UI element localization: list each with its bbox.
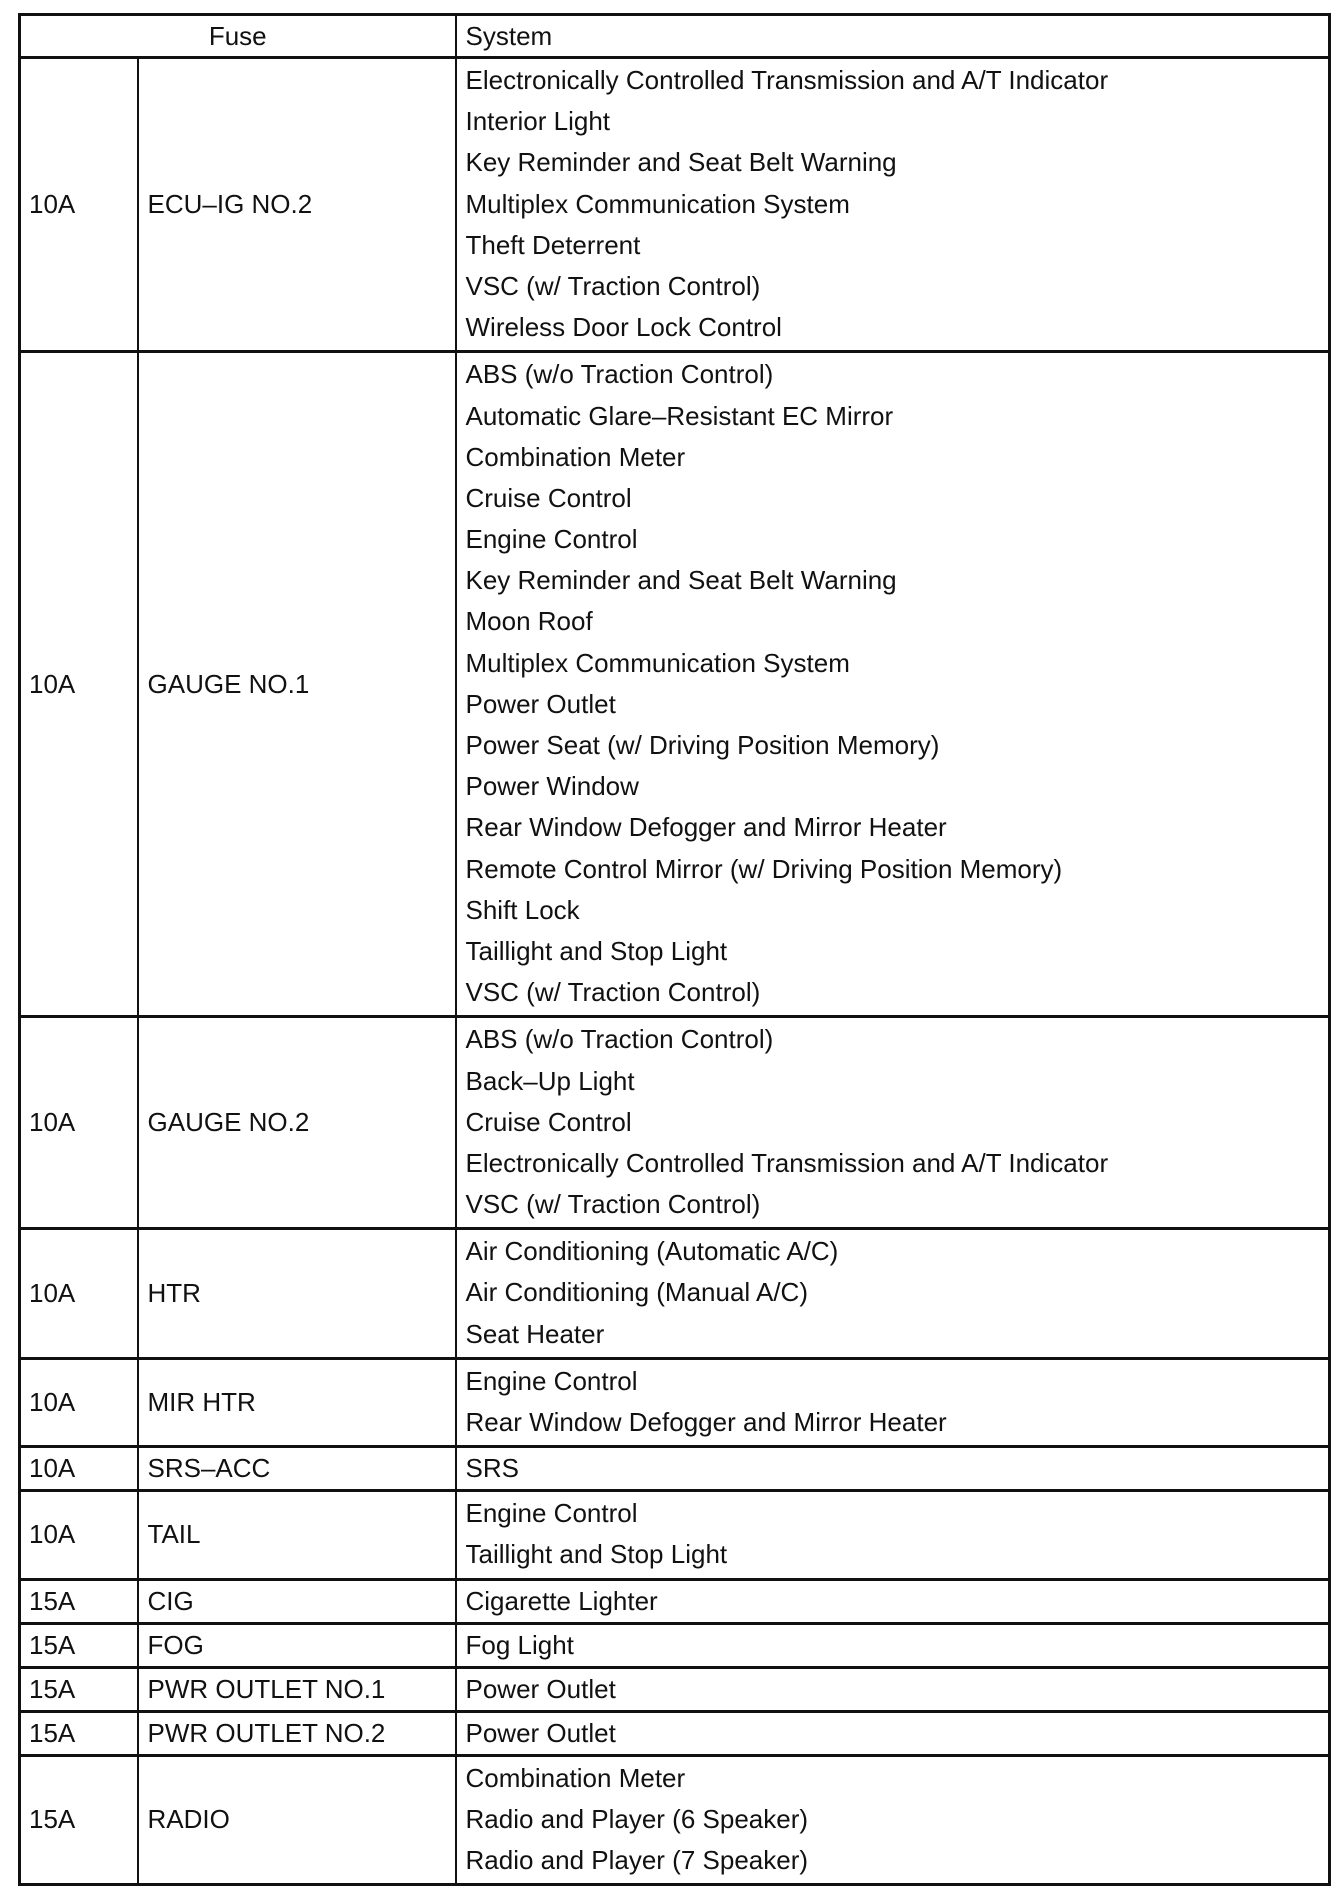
- system-item: Back–Up Light: [465, 1065, 635, 1096]
- fuse-name: PWR OUTLET NO.2: [138, 1711, 456, 1755]
- fuse-amperage: 10A: [20, 352, 138, 1017]
- fuse-name: RADIO: [138, 1755, 456, 1885]
- fuse-table-body: [20, 58, 1330, 1885]
- table-row: [20, 1229, 1330, 1359]
- system-item: Power Seat (w/ Driving Position Memory): [465, 730, 940, 760]
- fuse-name: HTR: [138, 1229, 456, 1359]
- table-row: [20, 1579, 1330, 1623]
- system-item: Taillight and Stop Light: [465, 1539, 728, 1570]
- system-item: Cruise Control: [465, 482, 632, 513]
- table-row: [20, 1623, 1330, 1667]
- fuse-header: Fuse: [20, 15, 456, 58]
- table-row: [20, 1755, 1330, 1885]
- system-list: [456, 1667, 1330, 1711]
- system-item: Electronically Controlled Transmission and A/T Indicator: [465, 1147, 1109, 1178]
- system-list: [456, 1711, 1330, 1755]
- system-list: [456, 58, 1330, 352]
- system-list: [456, 1491, 1330, 1579]
- system-item: ABS (w/o Traction Control): [465, 359, 774, 390]
- system-item: Wireless Door Lock Control: [465, 312, 782, 343]
- fuse-name: TAIL: [138, 1491, 456, 1579]
- system-item: Power Outlet: [465, 1717, 616, 1748]
- system-item: VSC (w/ Traction Control): [465, 977, 761, 1008]
- system-list: [456, 1017, 1330, 1229]
- system-item: Interior Light: [465, 106, 611, 137]
- system-item: Shift Lock: [465, 894, 580, 925]
- fuse-name: GAUGE NO.2: [138, 1017, 456, 1229]
- system-item: Rear Window Defogger and Mirror Heater: [465, 812, 947, 843]
- table-row: [20, 58, 1330, 352]
- fuse-name: SRS–ACC: [138, 1447, 456, 1491]
- table-row: [20, 1017, 1330, 1229]
- system-item: Cruise Control: [465, 1106, 632, 1137]
- system-list: [456, 1229, 1330, 1359]
- fuse-amperage: 10A: [20, 1017, 138, 1229]
- system-header: System: [456, 15, 1330, 58]
- fuse-name: ECU–IG NO.2: [138, 58, 456, 352]
- fuse-amperage: 10A: [20, 1229, 138, 1359]
- system-list: [456, 352, 1330, 1017]
- system-item: Multiplex Communication System: [465, 647, 850, 678]
- system-item: Engine Control: [465, 524, 638, 555]
- fuse-amperage: 10A: [20, 58, 138, 352]
- fuse-amperage: 15A: [20, 1667, 138, 1711]
- fuse-name: FOG: [138, 1623, 456, 1667]
- fuse-amperage: 10A: [20, 1447, 138, 1491]
- system-item: Radio and Player (7 Speaker): [465, 1844, 809, 1875]
- system-item: Combination Meter: [465, 1762, 686, 1793]
- system-item: Radio and Player (6 Speaker): [465, 1803, 809, 1834]
- fuse-name: PWR OUTLET NO.1: [138, 1667, 456, 1711]
- system-item: Air Conditioning (Manual A/C): [465, 1277, 808, 1308]
- fuse-amperage: 10A: [20, 1358, 138, 1446]
- system-item: Power Outlet: [465, 688, 616, 719]
- table-row: [20, 1491, 1330, 1579]
- system-item: Combination Meter: [465, 441, 686, 472]
- system-item: Cigarette Lighter: [465, 1585, 658, 1616]
- system-list: [456, 1447, 1330, 1491]
- system-list: [456, 1755, 1330, 1885]
- system-item: Power Window: [465, 771, 639, 802]
- fuse-amperage: 15A: [20, 1711, 138, 1755]
- table-row: [20, 1711, 1330, 1755]
- fuse-table: [18, 13, 1331, 1886]
- fuse-amperage: 15A: [20, 1755, 138, 1885]
- fuse-name: GAUGE NO.1: [138, 352, 456, 1017]
- system-list: [456, 1358, 1330, 1446]
- header-row: [20, 15, 1330, 58]
- system-item: VSC (w/ Traction Control): [465, 1189, 761, 1220]
- system-list: [456, 1623, 1330, 1667]
- system-item: Fog Light: [465, 1629, 574, 1660]
- table-row: [20, 1358, 1330, 1446]
- system-item: Power Outlet: [465, 1673, 616, 1704]
- system-item: Engine Control: [465, 1365, 638, 1396]
- system-item: Engine Control: [465, 1498, 638, 1529]
- system-list: [456, 1579, 1330, 1623]
- system-item: Automatic Glare–Resistant EC Mirror: [465, 400, 894, 431]
- system-item: Seat Heater: [465, 1318, 605, 1349]
- system-item: Remote Control Mirror (w/ Driving Position Memory): [465, 853, 1063, 884]
- table-row: [20, 352, 1330, 1017]
- system-item: Electronically Controlled Transmission and A/T Indicator: [465, 65, 1109, 95]
- system-item: ABS (w/o Traction Control): [465, 1024, 774, 1055]
- system-item: Theft Deterrent: [465, 229, 641, 260]
- system-item: VSC (w/ Traction Control): [465, 270, 761, 301]
- table-row: [20, 1447, 1330, 1491]
- system-item: Air Conditioning (Automatic A/C): [465, 1236, 839, 1267]
- system-item: Multiplex Communication System: [465, 188, 850, 219]
- fuse-amperage: 15A: [20, 1623, 138, 1667]
- system-item: SRS: [465, 1453, 519, 1484]
- fuse-amperage: 15A: [20, 1579, 138, 1623]
- fuse-amperage: 10A: [20, 1491, 138, 1579]
- system-item: Key Reminder and Seat Belt Warning: [465, 147, 897, 178]
- table-row: [20, 1667, 1330, 1711]
- fuse-name: MIR HTR: [138, 1358, 456, 1446]
- system-item: Key Reminder and Seat Belt Warning: [465, 565, 897, 596]
- system-item: Moon Roof: [465, 606, 593, 637]
- fuse-name: CIG: [138, 1579, 456, 1623]
- system-item: Rear Window Defogger and Mirror Heater: [465, 1407, 947, 1437]
- system-item: Taillight and Stop Light: [465, 935, 728, 966]
